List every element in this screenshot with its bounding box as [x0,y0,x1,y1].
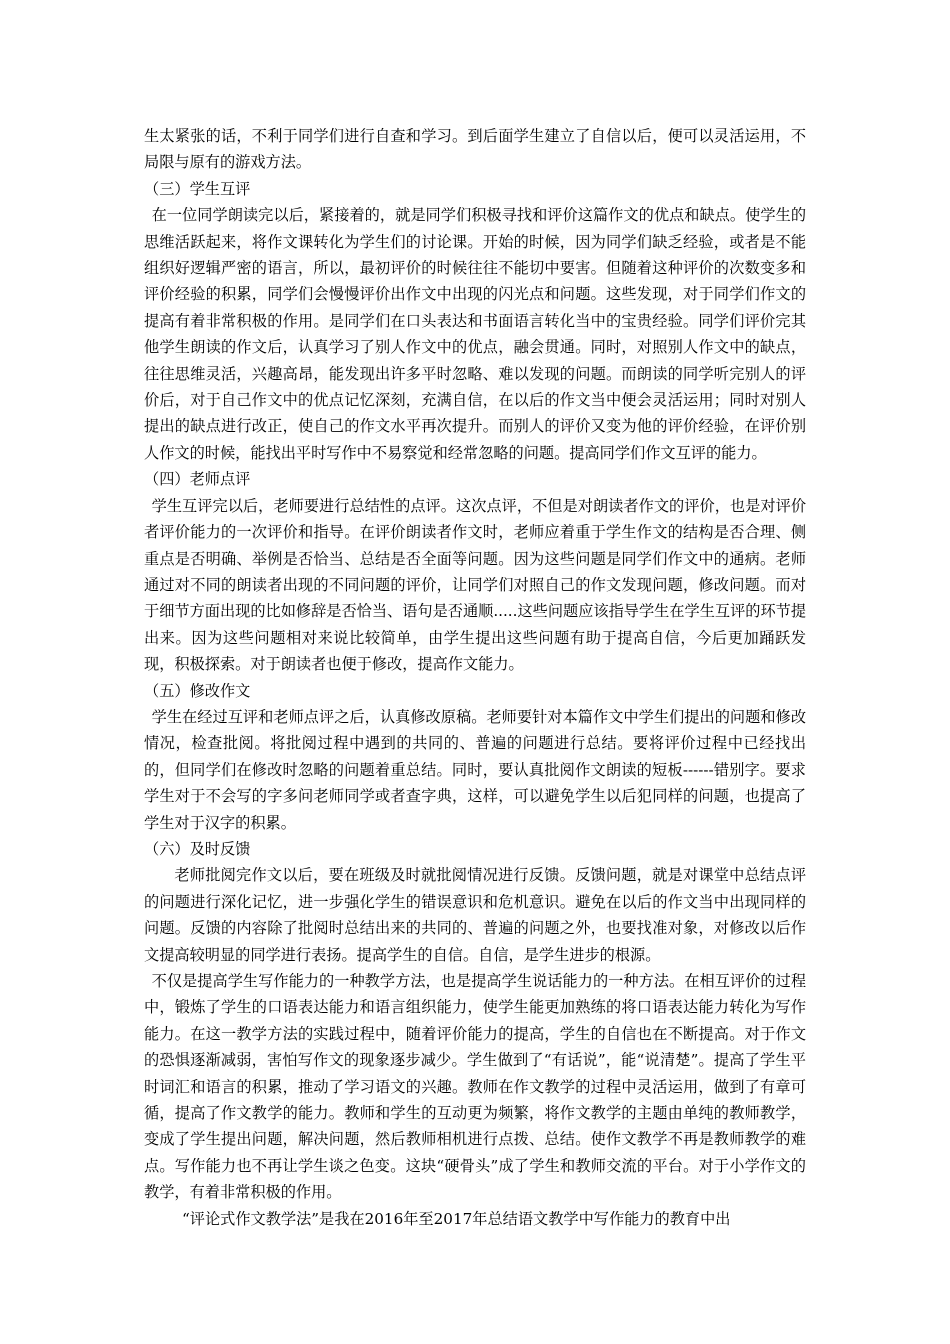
heading-student-peer-review: （三）学生互评 [144,179,251,198]
paragraph-final: “评论式作文教学法”是我在2016年至2017年总结语文教学中写作能力的教育中出 [182,1209,731,1228]
paragraph-timely-feedback: 老师批阅完作文以后，要在班级及时就批阅情况进行反馈。反馈问题，就是对课堂中总结点评的问题进行深化记忆，进一步强化学生的错误意识和危机意识。避免在以后的作文当中出现同样的问题。反馈的内容除了批阅时总结出来的共同的、普遍的问题之外，也要找准对象，对修改以后作文提高较明显的同学进行表扬。提高学生的自信。自信，是学生进步的根源。 [144,866,806,964]
paragraph-teacher-review: 学生互评完以后，老师要进行总结性的点评。这次点评，不但是对朗读者作文的评价，也是对评价者评价能力的一次评价和指导。在评价朗读者作文时，老师应着重于学生作文的结构是否合理、侧重点是否明确、举例是否恰当、总结是否全面等问题。因为这些问题是同学们作文中的通病。老师通过对不同的朗读者出现的不同问题的评价，让同学们对照自己的作文发现问题，修改问题。而对于细节方面出现的比如修辞是否恰当、语句是否通顺.....这些问题应该指导学生在学生互评的环节提出来。因为这些问题相对来说比较简单，由学生提出这些问题有助于提高自信，今后更加踊跃发现，积极探索。对于朗读者也便于修改，提高作文能力。 [144,496,807,674]
paragraph-peer-review: 在一位同学朗读完以后，紧接着的，就是同学们积极寻找和评价这篇作文的优点和缺点。使学生的思维活跃起来，将作文课转化为学生们的讨论课。开始的时候，因为同学们缺乏经验，或者是不能组织好逻辑严密的语言，所以，最初评价的时候往往不能切中要害。但随着这种评价的次数变多和评价经验的积累，同学们会慢慢评价出作文中出现的闪光点和问题。这些发现，对于同学们作文的提高有着非常积极的作用。是同学们在口头表达和书面语言转化当中的宝贵经验。同学们评价完其他学生朗读的作文后，认真学习了别人作文中的优点，融会贯通。同时，对照别人作文中的缺点，往往思维灵活，兴趣高昂，能发现出许多平时忽略、难以发现的问题。而朗读的同学听完别人的评价后，对于自己作文中的优点记忆深刻，充满自信，在以后的作文当中便会灵活运用；同时对别人提出的缺点进行改正，使自己的作文水平再次提升。而别人的评价又变为他的评价经验，在评价别人作文的时候，能找出平时写作中不易察觉和经常忽略的问题。提高同学们作文互评的能力。 [144,206,806,462]
paragraph-continued: 生太紧张的话，不利于同学们进行自查和学习。到后面学生建立了自信以后，便可以灵活运用，不局限与原有的游戏方法。 [144,127,806,172]
paragraph-summary: 不仅是提高学生写作能力的一种教学方法，也是提高学生说话能力的一种方法。在相互评价的过程中，锻炼了学生的口语表达能力和语言组织能力，使学生能更加熟练的将口语表达能力转化为写作能力。在这一教学方法的实践过程中，随着评价能力的提高，学生的自信也在不断提高。对于作文的恐惧逐渐减弱，害怕写作文的现象逐步减少。学生做到了“有话说”，能“说清楚”。提高了学生平时词汇和语言的积累，推动了学习语文的兴趣。教师在作文教学的过程中灵活运用，做到了有章可循，提高了作文教学的能力。教师和学生的互动更为频繁，将作文教学的主题由单纯的教师教学，变成了学生提出问题，解决问题，然后教师相机进行点拨、总结。使作文教学不再是教师教学的难点。写作能力也不再让学生谈之色变。这块“硬骨头”成了学生和教师交流的平台。对于小学作文的教学，有着非常积极的作用。 [144,972,806,1202]
document-page [144,123,806,1232]
heading-teacher-review: （四）老师点评 [144,470,251,489]
heading-revise-essay: （五）修改作文 [144,681,251,700]
heading-timely-feedback: （六）及时反馈 [144,839,251,858]
paragraph-revise-essay: 学生在经过互评和老师点评之后，认真修改原稿。老师要针对本篇作文中学生们提出的问题和修改情况，检查批阅。将批阅过程中遇到的共同的、普遍的问题进行总结。要将评价过程中已经找出的，但同学们在修改时忽略的问题着重总结。同时，要认真批阅作文朗读的短板------错别字。要求学生对于不会写的字多问老师同学或者查字典，这样，可以避免学生以后犯同样的问题，也提高了学生对于汉字的积累。 [144,707,806,832]
